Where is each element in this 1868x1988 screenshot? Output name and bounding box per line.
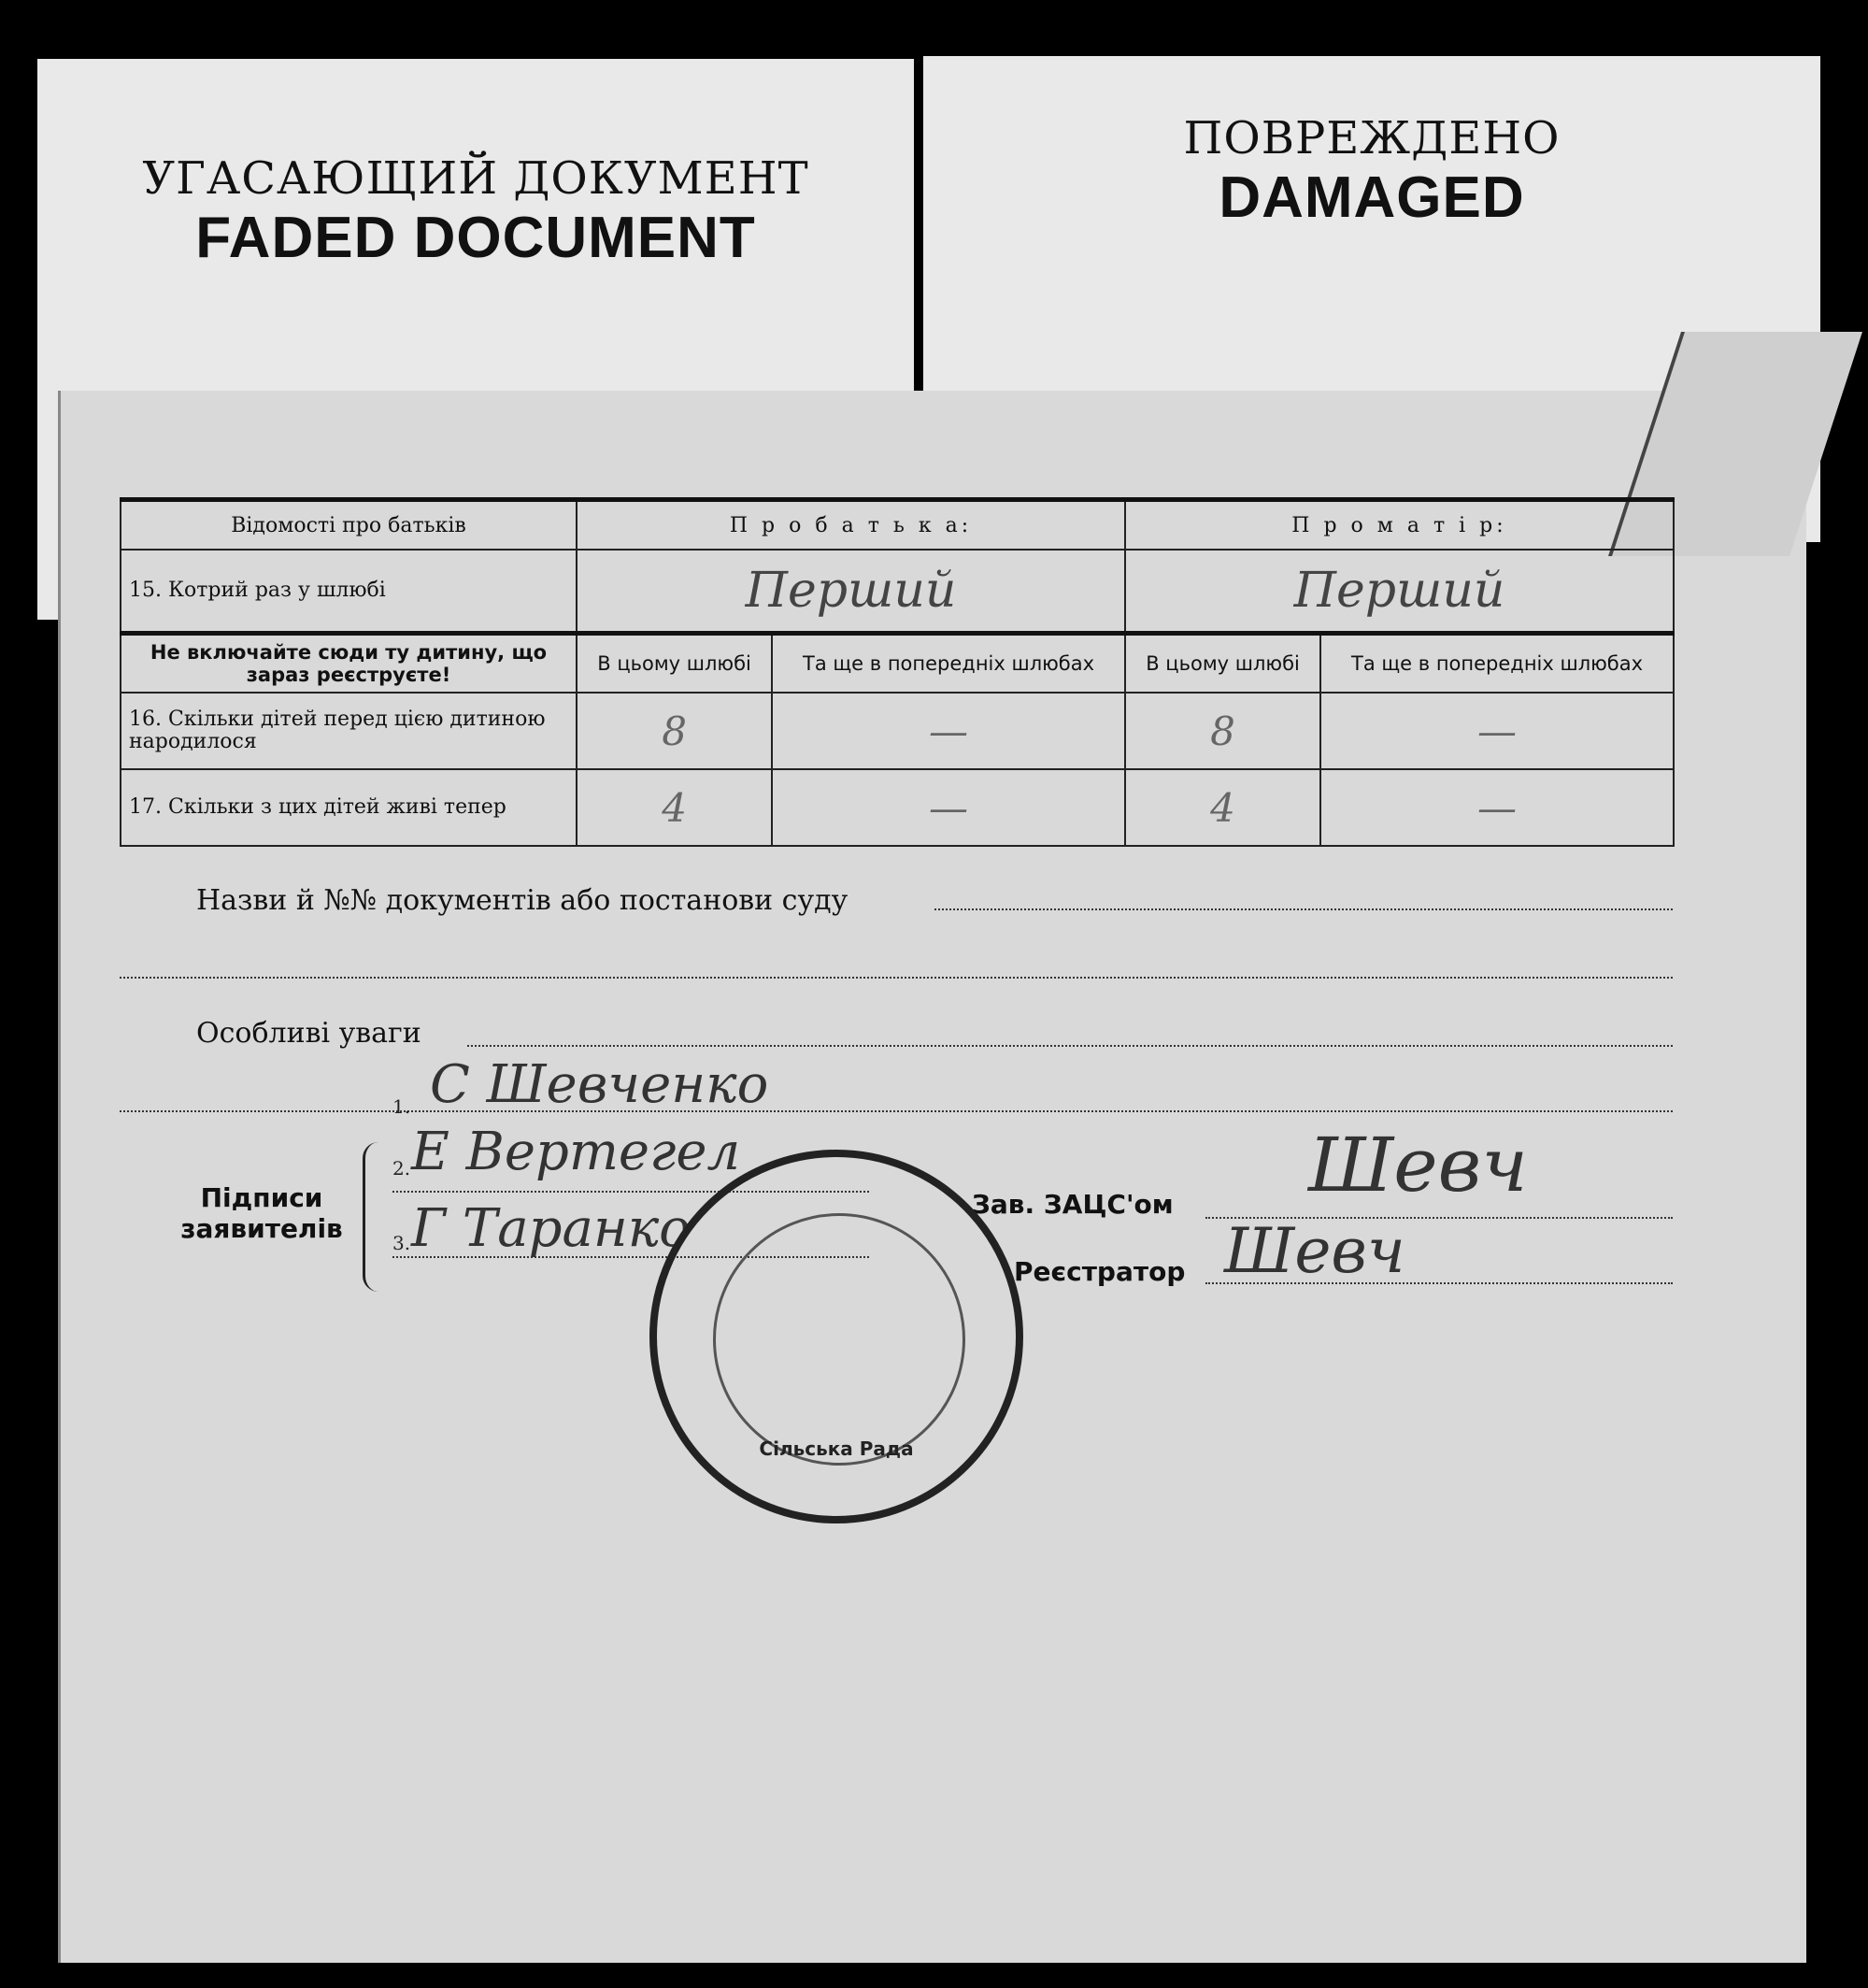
applicant-signature-3: Г Таранко [411, 1198, 691, 1259]
applicants-signatures-label: Підписи заявителів [180, 1182, 343, 1244]
stamp-text: Сільська Рада [759, 1437, 914, 1460]
header-parents-info: Відомості про батьків [121, 500, 577, 551]
q17-label: 17. Скільки з цих дітей живі тепер [121, 769, 577, 846]
applicant-num-2: 2. [392, 1157, 411, 1180]
remarks-line [467, 1045, 1673, 1047]
remarks-field-label: Особливі уваги [196, 1017, 421, 1050]
note-exclude-child: Не включайте сюди ту дитину, що зараз реєструєте! [121, 634, 577, 694]
q17-mother-prev: — [1320, 769, 1674, 846]
applicant-num-3: 3. [392, 1232, 411, 1254]
parents-table [120, 497, 1675, 847]
q15-label: 15. Котрий раз у шлюбі [121, 550, 577, 634]
damaged-label-en: DAMAGED [1219, 165, 1525, 230]
header-mother: П р о м а т і р: [1125, 500, 1674, 551]
mother-prev-marriages-header: Та ще в попередніх шлюбах [1320, 634, 1674, 694]
documents-line [934, 908, 1673, 910]
q16-label: 16. Скільки дітей перед цією дитиною народилося [121, 693, 577, 769]
applicant-num-1: 1. [392, 1095, 411, 1118]
faded-label-en: FADED DOCUMENT [195, 206, 756, 270]
head-zags-label: Зав. ЗАЦС'ом [972, 1189, 1174, 1220]
q15-mother-value: Перший [1125, 550, 1674, 634]
q16-father-this: 8 [577, 693, 772, 769]
stamp-inner-ring [713, 1213, 965, 1466]
q17-father-prev: — [772, 769, 1125, 846]
damaged-label-ru: ПОВРЕЖДЕНО [1183, 112, 1561, 164]
official-stamp [649, 1150, 1023, 1523]
documents-field-label: Назви й №№ документів або постанови суду [196, 884, 848, 917]
q17-father-this: 4 [577, 769, 772, 846]
mother-in-marriage-header: В цьому шлюбі [1125, 634, 1320, 694]
remarks-line-2 [120, 1110, 1673, 1112]
registrar-signature: Шевч [1224, 1215, 1405, 1287]
applicant-signature-2: Е Вертегел [411, 1122, 741, 1182]
father-in-marriage-header: В цьому шлюбі [577, 634, 772, 694]
applicant-signature-1: С Шевченко [430, 1054, 769, 1115]
faded-label-ru: УГАСАЮЩИЙ ДОКУМЕНТ [142, 152, 809, 205]
q17-mother-this: 4 [1125, 769, 1320, 846]
documents-line-2 [120, 977, 1673, 979]
q16-father-prev: — [772, 693, 1125, 769]
father-prev-marriages-header: Та ще в попередніх шлюбах [772, 634, 1125, 694]
registrar-label: Реєстратор [1014, 1256, 1186, 1287]
q15-father-value: Перший [577, 550, 1125, 634]
q16-mother-this: 8 [1125, 693, 1320, 769]
q16-mother-prev: — [1320, 693, 1674, 769]
applicants-brace [363, 1142, 378, 1292]
header-father: П р о б а т ь к а: [577, 500, 1125, 551]
head-signature: Шевч [1308, 1122, 1528, 1209]
